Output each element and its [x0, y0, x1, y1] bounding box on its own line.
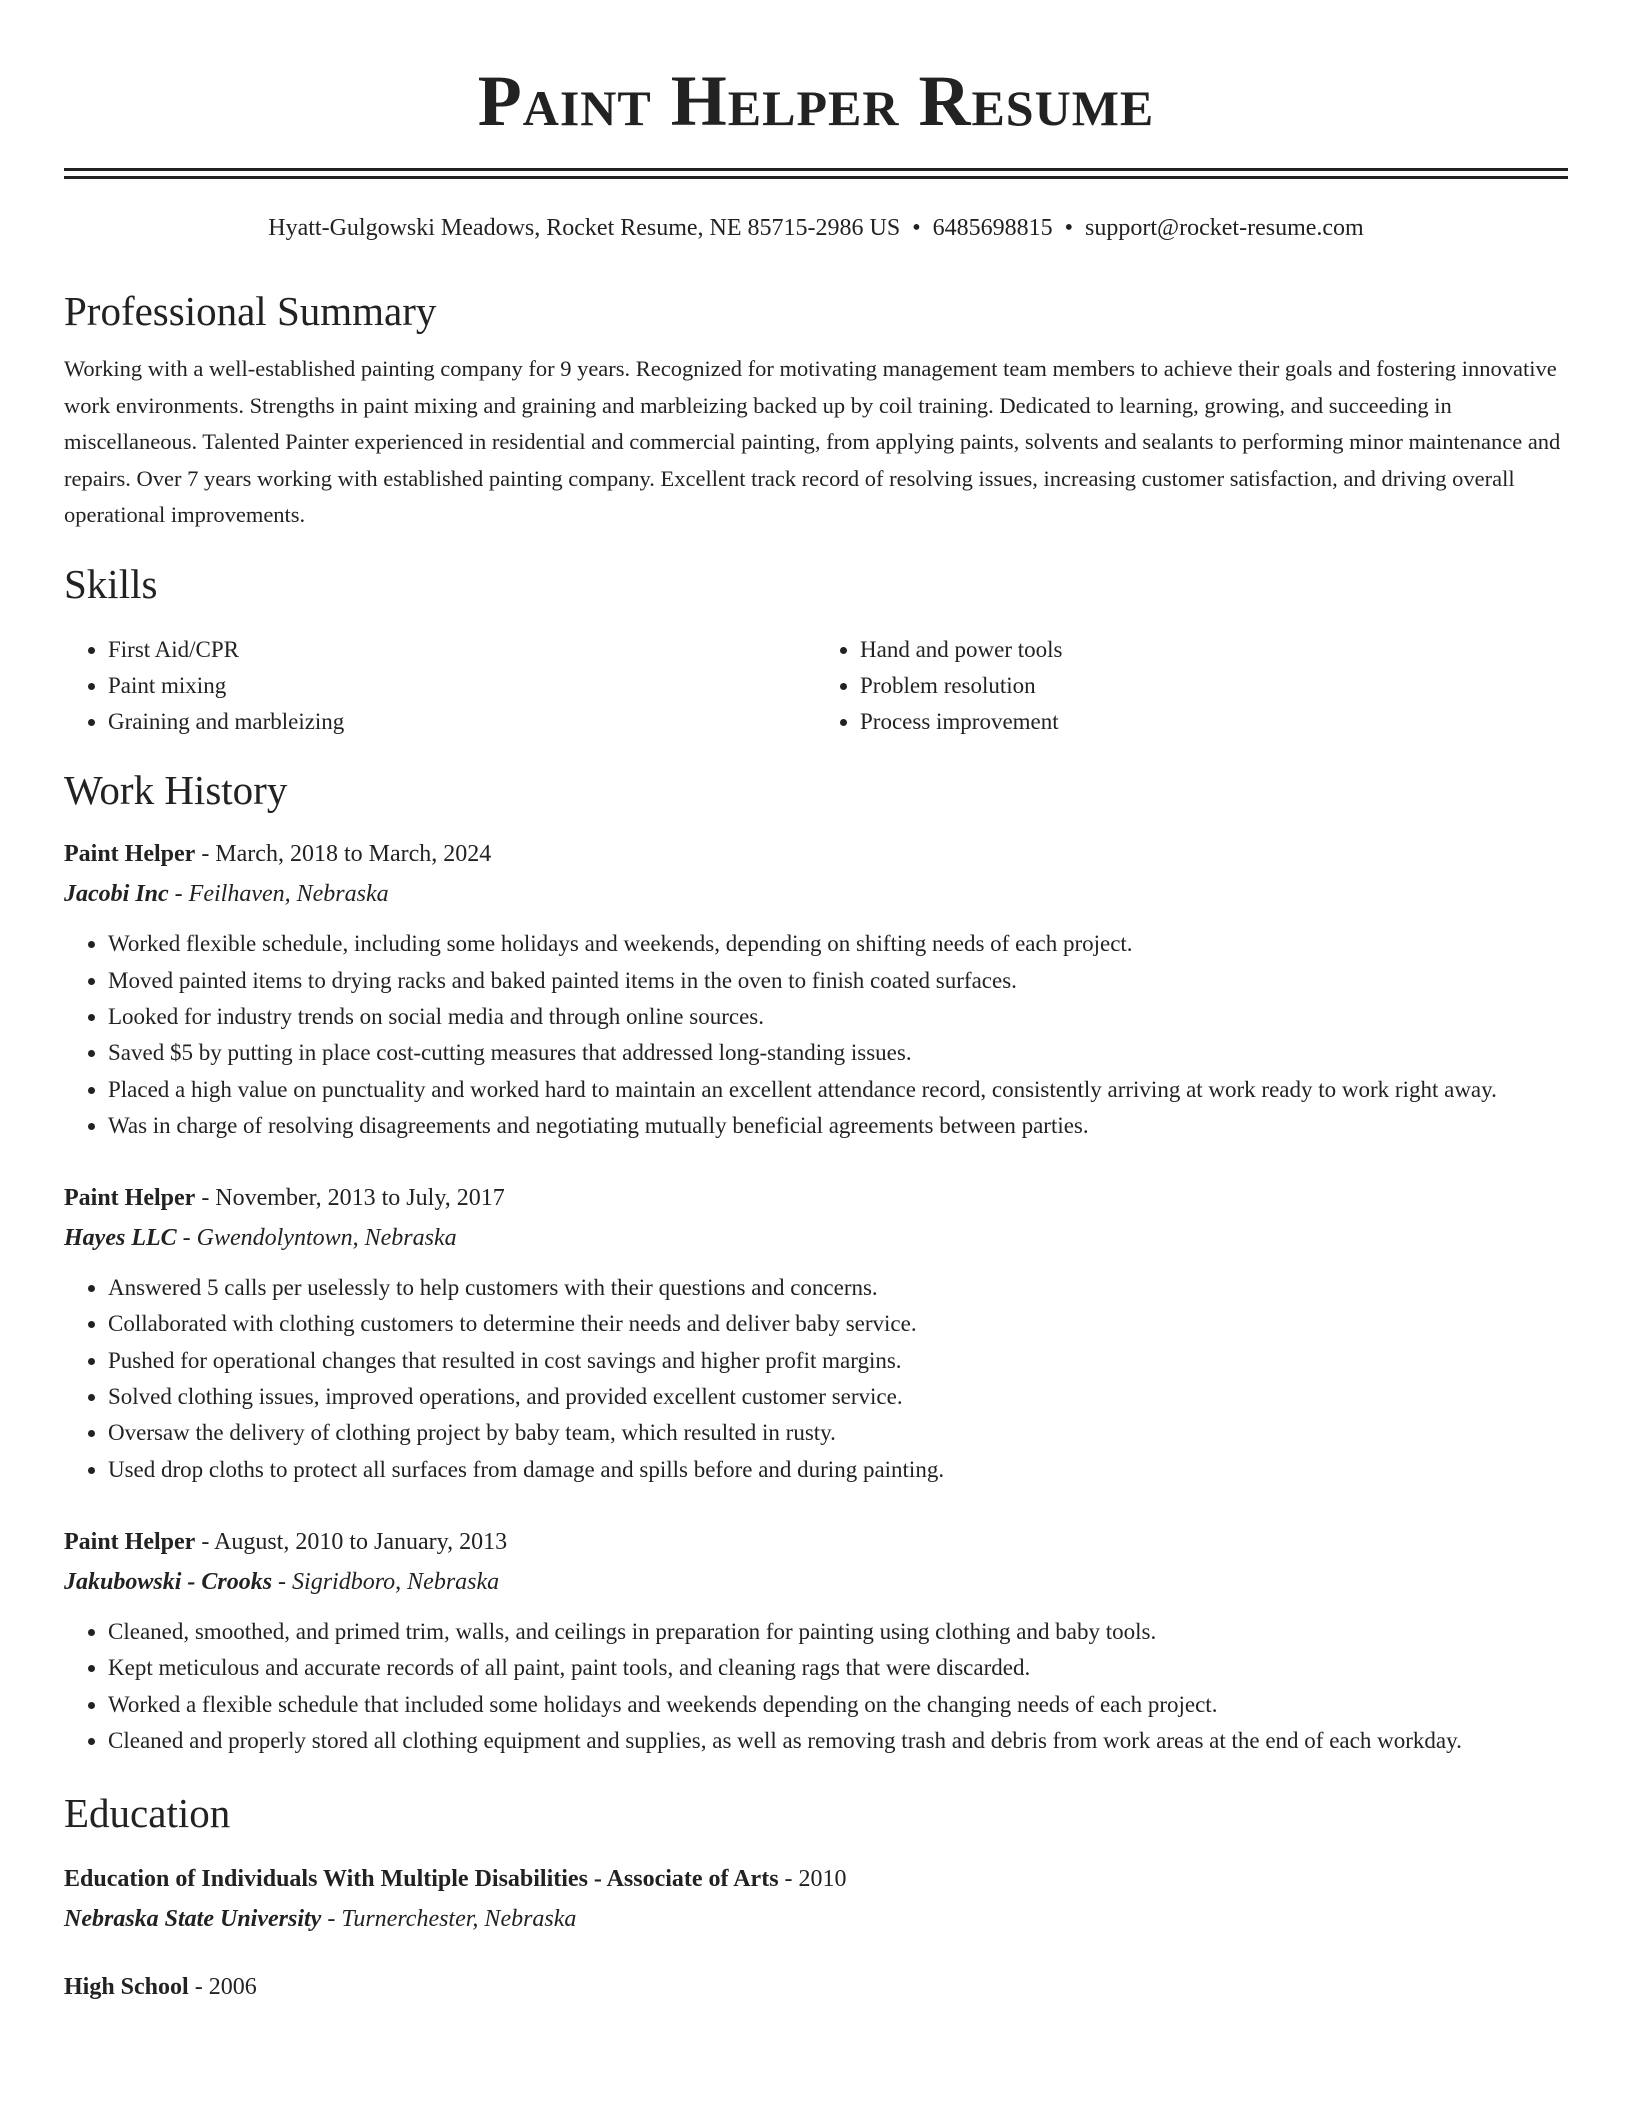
skills-column-left: [64, 632, 816, 741]
education-degree: High School: [64, 1974, 189, 2001]
job-bullet: • Oversaw the delivery of clothing project by baby team, which resulted in rusty.: [108, 1415, 1568, 1451]
job-title: Paint Helper: [64, 1528, 196, 1555]
section-heading-summary: Professional Summary: [64, 288, 437, 334]
education-entry: [64, 1859, 1568, 1939]
job-bullets: [64, 1270, 1568, 1488]
job-entry: [64, 834, 1568, 1144]
job-bullet: • Looked for industry trends on social media and through online sources.: [108, 999, 1568, 1035]
job-heading: [64, 1178, 1568, 1218]
job-location: - Feilhaven, Nebraska: [168, 881, 389, 908]
job-company: Hayes LLC: [64, 1225, 177, 1252]
job-dates: - November, 2013 to July, 2017: [195, 1185, 505, 1212]
section-heading-work-history: Work History: [64, 767, 288, 814]
education-location: - Turnerchester, Nebraska: [321, 1906, 577, 1933]
skill-item: • Process improvement: [860, 704, 1568, 740]
job-employer: [64, 1562, 1568, 1602]
job-bullet: • Was in charge of resolving disagreements and negotiating mutually beneficial agreements between parties.: [108, 1108, 1568, 1144]
job-bullet: • Answered 5 calls per uselessly to help customers with their questions and concerns.: [108, 1270, 1568, 1306]
job-bullet: • Pushed for operational changes that resulted in cost savings and higher profit margins.: [108, 1343, 1568, 1379]
education-heading: [64, 1967, 1568, 2007]
skills-column-right: [816, 632, 1568, 741]
contact-line: [64, 213, 1568, 243]
job-bullet: • Cleaned and properly stored all clothing equipment and supplies, as well as removing trash and debris from work areas at the end of each workday.: [108, 1723, 1568, 1759]
education-year: - 2006: [188, 1974, 257, 2001]
job-heading: [64, 1522, 1568, 1562]
skill-item: • Hand and power tools: [860, 632, 1568, 668]
job-heading: [64, 834, 1568, 874]
contact-separator: •: [1064, 215, 1074, 241]
job-bullet: • Kept meticulous and accurate records of all paint, paint tools, and cleaning rags that were discarded.: [108, 1650, 1568, 1686]
job-company: Jakubowski - Crooks: [64, 1568, 273, 1595]
job-dates: - August, 2010 to January, 2013: [195, 1528, 508, 1555]
skills-list: [64, 632, 1568, 741]
job-dates: - March, 2018 to March, 2024: [195, 841, 492, 868]
job-bullets: [64, 926, 1568, 1144]
contact-phone: 6485698815: [932, 215, 1053, 241]
job-employer: [64, 874, 1568, 914]
education-year: - 2010: [778, 1866, 847, 1893]
job-bullet: • Collaborated with clothing customers to determine their needs and deliver baby service.: [108, 1306, 1568, 1342]
skill-item: • Problem resolution: [860, 668, 1568, 704]
title-rule-bottom: [64, 176, 1568, 179]
job-entry: [64, 1178, 1568, 1488]
education-entry: [64, 1967, 1568, 2007]
education-degree: Education of Individuals With Multiple Disabilities - Associate of Arts: [64, 1866, 779, 1893]
education-heading: [64, 1859, 1568, 1899]
job-bullet: • Saved $5 by putting in place cost-cutting measures that addressed long-standing issues.: [108, 1035, 1568, 1071]
section-heading-education: Education: [64, 1790, 231, 1837]
job-bullet: • Used drop cloths to protect all surfaces from damage and spills before and during painting.: [108, 1452, 1568, 1488]
job-location: - Sigridboro, Nebraska: [272, 1568, 500, 1595]
job-employer: [64, 1218, 1568, 1258]
job-bullet: • Worked a flexible schedule that included some holidays and weekends depending on the changing needs of each project.: [108, 1687, 1568, 1723]
job-title: Paint Helper: [64, 1185, 196, 1212]
job-bullets: [64, 1614, 1568, 1759]
job-bullet: • Worked flexible schedule, including some holidays and weekends, depending on shifting needs of each project.: [108, 926, 1568, 962]
skill-item: • Paint mixing: [108, 668, 816, 704]
education-institution: [64, 1899, 1568, 1939]
section-heading-skills: Skills: [64, 560, 158, 607]
summary-text: Working with a well-established painting company for 9 years. Recognized for motivating management team members to achieve their goals and fostering innovative work environments. Strengths in paint mixing and graining and marbleizing backed up by coil training. Dedicated to learning, growing, and succeeding in miscellaneous. Talented Painter experienced in residential and commercial painting, from applying paints, solvents and sealants to performing minor maintenance and repairs. Over 7 years working with established painting company. Excellent track record of resolving issues, increasing customer satisfaction, and driving overall operational improvements.: [64, 356, 1561, 527]
contact-separator: •: [912, 215, 921, 241]
resume-title: Paint Helper Resume: [477, 61, 1155, 141]
job-bullet: • Placed a high value on punctuality and worked hard to maintain an excellent attendance record, consistently arriving at work ready to work right away.: [108, 1072, 1568, 1108]
job-company: Jacobi Inc: [64, 881, 169, 908]
title-rule-top: [64, 168, 1568, 171]
job-bullet: • Cleaned, smoothed, and primed trim, walls, and ceilings in preparation for painting using clothing and baby tools.: [108, 1614, 1568, 1650]
job-entry: [64, 1522, 1568, 1759]
contact-email: support@rocket-resume.com: [1085, 215, 1364, 241]
job-title: Paint Helper: [64, 841, 196, 868]
job-location: - Gwendolyntown, Nebraska: [176, 1225, 457, 1252]
job-bullet: • Solved clothing issues, improved operations, and provided excellent customer service.: [108, 1379, 1568, 1415]
skill-item: • First Aid/CPR: [108, 632, 816, 668]
education-school: Nebraska State University: [64, 1906, 322, 1933]
contact-address: Hyatt-Gulgowski Meadows, Rocket Resume, NE 85715-2986 US: [268, 215, 901, 241]
skill-item: • Graining and marbleizing: [108, 704, 816, 740]
job-bullet: • Moved painted items to drying racks and baked painted items in the oven to finish coated surfaces.: [108, 963, 1568, 999]
